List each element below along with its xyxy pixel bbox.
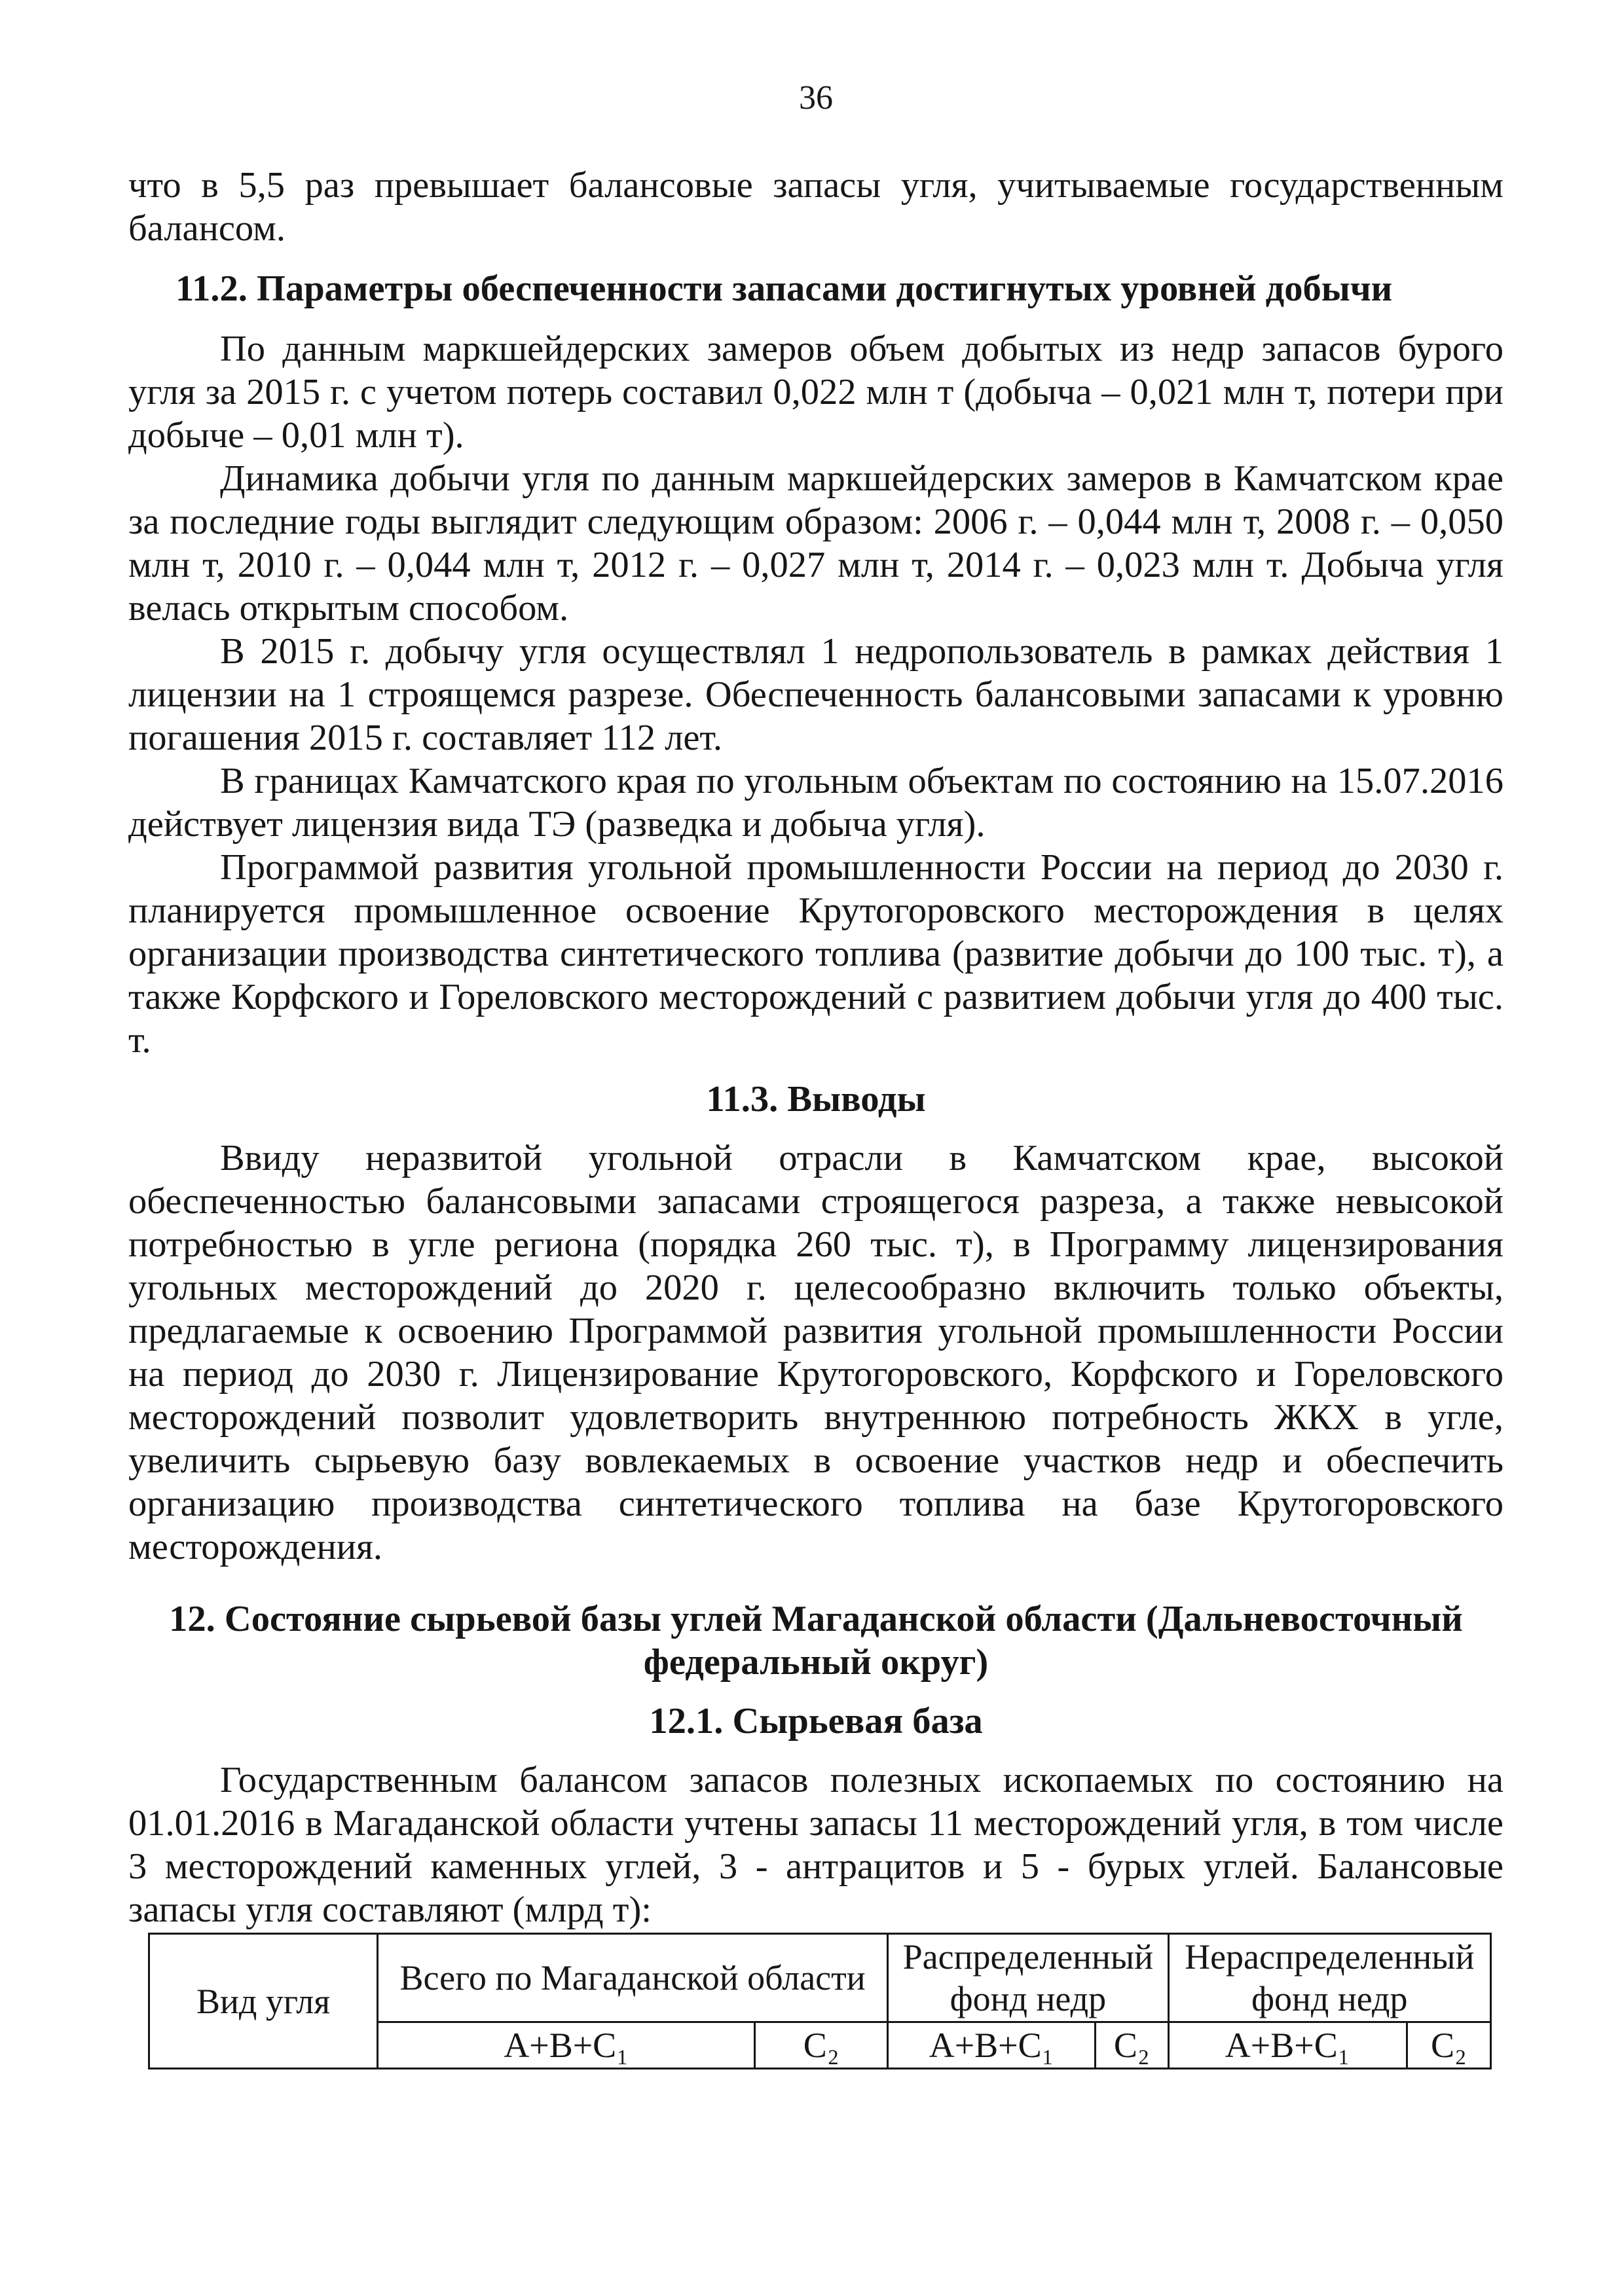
table-subheader-c2: С₂ [1407,2022,1490,2069]
paragraph-license: В границах Камчатского края по угольным объектам по состоянию на 15.07.2016 действует лицензия вида ТЭ (разведка и добыча угля). [128,761,1504,845]
paragraph-conclusions: Ввиду неразвитой угольной отрасли в Камчатском крае, высокой обеспеченностью балансовыми запасами строящегося разреза, а также невысокой потребностью в угле региона (порядка 260 тыс. т), в Программу лицензирования угольных месторождений до 2020 г. целесообразно включить только объекты, предлагаемые к освоению Программой развития угольной промышленности России на период до 2030 г. Лицензирование Крутогоровского, Корфского и Гореловского месторождений позволит удовлетворить внутреннюю потребность ЖКХ в угле, увеличить сырьевую базу вовлекаемых в освоение участков недр и обеспечить организацию производства синтетического топлива на базе Крутогоровского месторождения. [128,1138,1504,1567]
reserves-table [148,1933,1492,2069]
paragraph-survey-volume: По данным маркшейдерских замеров объем добытых из недр запасов бурого угля за 2015 г. с учетом потерь составил 0,022 млн т (добыча – 0,021 млн т, потери при добыче – 0,01 млн т). [128,329,1504,456]
table-subheader-c2: С₂ [755,2022,888,2069]
heading-11-3: 11.3. Выводы [706,1079,926,1120]
table-header-total-label: Всего по Магаданской области [399,1958,866,1997]
page-number: 36 [799,79,833,117]
table-header-undistributed-line2: фонд недр [1251,1979,1408,2018]
paragraph-magadan-reserves: Государственным балансом запасов полезных ископаемых по состоянию на 01.01.2016 в Магаданской области учтены запасы 11 месторождений угля, в том числе 3 месторождений каменных углей, 3 - антрацитов и 5 - бурых углей. Балансовые запасы угля составляют (млрд т): [128,1760,1504,1930]
table-header-distributed-line1: Распределенный [902,1937,1154,1977]
table-header-undistributed [1168,1934,1490,2022]
table-header-total [378,1934,888,2022]
table-header-undistributed-line1: Нераспределенный [1185,1937,1475,1977]
heading-11-2: 11.2. Параметры обеспеченности запасами достигнутых уровней добычи [175,268,1393,309]
table-subheader-abc1: А+В+С₁ [888,2022,1096,2069]
heading-12: 12. Состояние сырьевой базы углей Магаданской области (Дальневосточный федеральный округ) [169,1599,1463,1683]
table-subheader-abc1: А+В+С₁ [1168,2022,1407,2069]
document-page [128,79,1504,2069]
paragraph-balance-note: что в 5,5 раз превышает балансовые запасы угля, учитываемые государственным балансом. [128,165,1504,249]
table-header-distributed [888,1934,1168,2022]
paragraph-development-program: Программой развития угольной промышленности России на период до 2030 г. планируется промышленное освоение Крутогоровского месторождения в целях организации производства синтетического топлива (развитие добычи до 100 тыс. т), а также Корфского и Гореловского месторождений с развитием добычи угля до 400 тыс. т. [128,847,1504,1061]
table-subheader-c2: С₂ [1096,2022,1169,2069]
table-header-row [149,1934,1491,2022]
heading-12-1: 12.1. Сырьевая база [649,1701,983,1741]
table-subheader-abc1: А+В+С₁ [378,2022,755,2069]
paragraph-subsoil-user: В 2015 г. добычу угля осуществлял 1 недропользователь в рамках действия 1 лицензии на 1 строящемся разрезе. Обеспеченность балансовыми запасами к уровню погашения 2015 г. составляет 112 лет. [128,631,1504,758]
table-header-coal-type: Вид угля [149,1934,378,2069]
paragraph-production-dynamics: Динамика добычи угля по данным маркшейдерских замеров в Камчатском крае за последние годы выглядит следующим образом: 2006 г. – 0,044 млн т, 2008 г. – 0,050 млн т, 2010 г. – 0,044 млн т, 2012 г. – 0,027 млн т, 2014 г. – 0,023 млн т. Добыча угля велась открытым способом. [128,458,1504,629]
table-header-distributed-line2: фонд недр [950,1979,1107,2018]
